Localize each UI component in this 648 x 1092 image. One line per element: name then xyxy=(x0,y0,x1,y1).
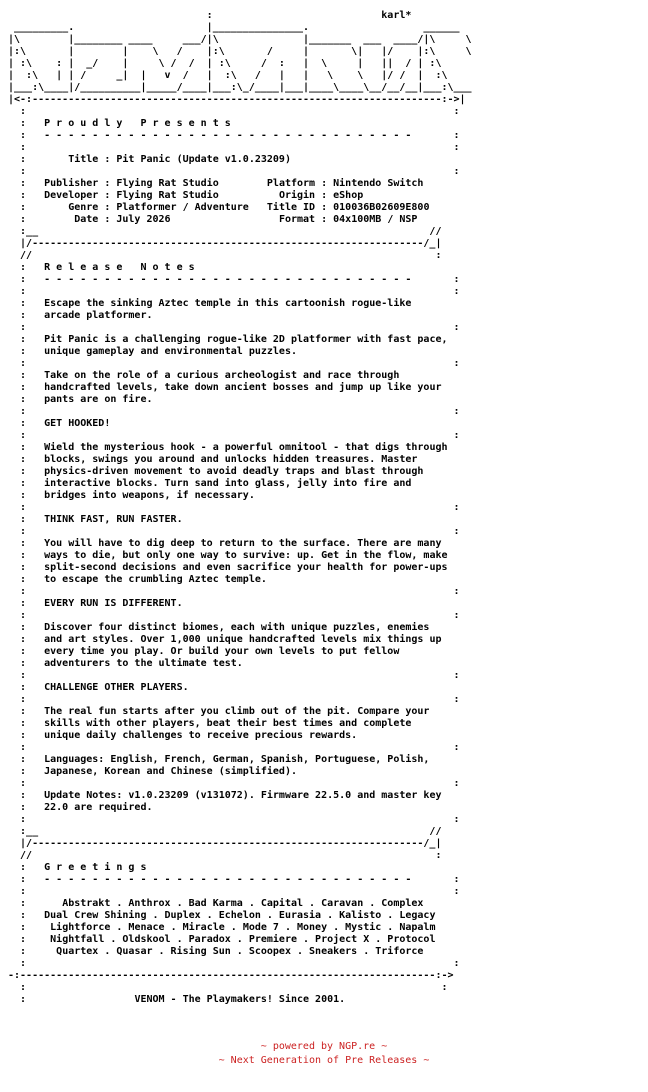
note-line: EVERY RUN IS DIFFERENT. xyxy=(44,598,183,609)
note-line: unique gameplay and environmental puzzles. xyxy=(44,346,297,357)
note-line: ways to die, but only one way to survive: up. Get in the flow, make xyxy=(44,550,448,561)
release-genre: Genre : Platformer / Adventure xyxy=(44,202,261,213)
greeting-line: Lightforce . Menace . Miracle . Mode 7 . Money . Mystic . Napalm xyxy=(50,922,436,933)
footer-powered-by: ~ powered by NGP.re ~ xyxy=(260,1041,388,1052)
group-tagline: VENOM - The Playmakers! Since 2001. xyxy=(134,994,346,1005)
note-line: Wield the mysterious hook - a powerful omnitool - that digs through xyxy=(44,442,448,453)
note-line: physics-driven movement to avoid deadly traps and blast through xyxy=(44,466,424,477)
release-format: Format : 04x100MB / NSP xyxy=(266,214,418,225)
note-line: arcade platformer. xyxy=(44,310,153,321)
note-line: skills with other players, beat their best times and complete xyxy=(44,718,412,729)
nfo-document: : karl* _________. |_______________. ______ |\ |________ ____ ___/|\ |_______ ___ ____/|\ \ |:\ | | \ / |:\ / | \| |/ |:\ \ | :\ : | _/ | \ / / | :\ / : | \ | || / | :\ | :\ | | / _| | v / | :\ / | | \ \ |/ / | :\ |___:\____|/__________|_____/____|___:\_/____|___|____\____\__/__/__|___:\___ |<-:--------------------------------------------------------------------:->| : : : P r o u d l y P r e s e n t s : - - - - - - - - - - - - - - - - - - - - - - - - - - - - - - - : : : : Title : Pit Panic (Update v1.0.23209) : : : Publisher : Flying Rat Studio Platform : Nintendo Switch : Developer : Flying Rat Studio Origin : eShop : Genre : Platformer / Adventure Title ID : 010036B02609E800 : Date : July 2026 Format : 04x100MB / NSP :__ // |/-----------------------------------------------------------------/_| // : : R e l e a s e N o t e s : - - - - - - - - - - - - - - - - - - - - - - - - - - - - - - - : : : : Escape the sinking Aztec temple in this cartoonish rogue-like : arcade platformer. : : : Pit Panic is a challenging rogue-like 2D platformer with fast pace, : unique gameplay and environmental puzzles. : : : Take on the role of a curious archeologist and race through : handcrafted levels, take down ancient bosses and jump up like your : pants are on fire. : : : GET HOOKED! : : : Wield the mysterious hook - a powerful omnitool - that digs through : blocks, swings you around and unlocks hidden treasures. Master : physics-driven movement to avoid deadly traps and blast through : interactive blocks. Turn sand into glass, jelly into fire and : bridges into weapons, if necessary. : : : THINK FAST, RUN FASTER. : : : You will have to dig deep to return to the surface. There are many : ways to die, but only one way to survive: up. Get in the flow, make : split-second decisions and even sacrifice your health for power-ups : to escape the crumbling Aztec temple. : : : EVERY RUN IS DIFFERENT. : : : Discover four distinct biomes, each with unique puzzles, enemies : and art styles. Over 1,000 unique handcrafted levels mix things up : every time you play. Or build your own levels to put fellow : adventurers to the ultimate test. : : : CHALLENGE OTHER PLAYERS. : : : The real fun starts after you climb out of the pit. Compare your : skills with other players, beat their best times and complete : unique daily challenges to receive precious rewards. : : : Languages: English, French, German, Spanish, Portuguese, Polish, : Japanese, Korean and Chinese (simplified). : : : Update Notes: v1.0.23209 (v131072). Firmware 22.5.0 and master key : 22.0 are required. : : :__ // |/-----------------------------------------------------------------/_| // : : G r e e t i n g s : - - - - - - - - - - - - - - - - - - - - - - - - - - - - - - - : : : : Abstrakt . Anthrox . Bad Karma . Capital . Caravan . Complex : Dual Crew Shining . Duplex . Echelon . Eurasia . Kalisto . Legacy : Lightforce . Menace . Miracle . Mode 7 . Money . Mystic . Napalm : Nightfall . Oldskool . Paradox . Premiere . Project X . Protocol : Quartex . Quasar . Rising Sun . Scoopex . Sneakers . Triforce : : -:---------------------------------------------------------------------:-> : : : VENOM - The Playmakers! Since 2001. xyxy=(8,10,640,1006)
note-line: pants are on fire. xyxy=(44,394,153,405)
note-line: handcrafted levels, take down ancient bosses and jump up like your xyxy=(44,382,442,393)
note-line: interactive blocks. Turn sand into glass, jelly into fire and xyxy=(44,478,412,489)
note-line: Languages: English, French, German, Spanish, Portuguese, Polish, xyxy=(44,754,430,765)
group-logo-art: _________. |_______________. ______ xyxy=(14,22,460,33)
note-line: GET HOOKED! xyxy=(44,418,111,429)
release-publisher: Publisher : Flying Rat Studio xyxy=(44,178,261,189)
group-logo-art: | :\ | | / _| | v / | :\ / | | \ \ |/ / | :\ xyxy=(8,70,448,81)
note-line: 22.0 are required. xyxy=(44,802,153,813)
footer xyxy=(0,1040,648,1068)
note-line: The real fun starts after you climb out of the pit. Compare your xyxy=(44,706,430,717)
greeting-line: Dual Crew Shining . Duplex . Echelon . Eurasia . Kalisto . Legacy xyxy=(44,910,436,921)
note-line: split-second decisions and even sacrifice your health for power-ups xyxy=(44,562,448,573)
group-logo-tag: : karl* xyxy=(206,10,412,21)
greeting-line: Abstrakt . Anthrox . Bad Karma . Capital . Caravan . Complex xyxy=(62,898,424,909)
release-developer: Developer : Flying Rat Studio xyxy=(44,190,261,201)
note-line: Escape the sinking Aztec temple in this cartoonish rogue-like xyxy=(44,298,412,309)
note-line: to escape the crumbling Aztec temple. xyxy=(44,574,267,585)
note-line: You will have to dig deep to return to the surface. There are many xyxy=(44,538,442,549)
group-logo-art: |\ |________ ____ ___/|\ |_______ ___ ____/|\ \ xyxy=(8,34,472,45)
section-heading-presents: P r o u d l y P r e s e n t s xyxy=(44,118,231,129)
note-line: and art styles. Over 1,000 unique handcrafted levels mix things up xyxy=(44,634,442,645)
group-logo-art: | :\ : | _/ | \ / / | :\ / : | \ | || / | :\ xyxy=(8,58,442,69)
note-line: Take on the role of a curious archeologist and race through xyxy=(44,370,400,381)
section-heading-release-notes: R e l e a s e N o t e s xyxy=(44,262,195,273)
release-title: Title : Pit Panic (Update v1.0.23209) xyxy=(62,154,291,165)
note-line: Japanese, Korean and Chinese (simplified). xyxy=(44,766,297,777)
greeting-line: Nightfall . Oldskool . Paradox . Premiere . Project X . Protocol xyxy=(50,934,436,945)
note-line: blocks, swings you around and unlocks hidden treasures. Master xyxy=(44,454,418,465)
note-line: every time you play. Or build your own levels to put fellow xyxy=(44,646,400,657)
note-line: CHALLENGE OTHER PLAYERS. xyxy=(44,682,189,693)
note-line: THINK FAST, RUN FASTER. xyxy=(44,514,183,525)
release-platform: Platform : Nintendo Switch xyxy=(266,178,424,189)
release-date: Date : July 2026 xyxy=(44,214,261,225)
group-logo-art: |<-:--------------------------------------------------------------------:->| xyxy=(8,94,466,105)
note-line: Pit Panic is a challenging rogue-like 2D platformer with fast pace, xyxy=(44,334,448,345)
group-logo-art: |___:\____|/__________|_____/____|___:\_/____|___|____\____\__/__/__|___:\___ xyxy=(8,82,472,93)
group-logo-art: |:\ | | \ / |:\ / | \| |/ |:\ \ xyxy=(8,46,472,57)
note-line: Update Notes: v1.0.23209 (v131072). Firmware 22.5.0 and master key xyxy=(44,790,442,801)
note-line: Discover four distinct biomes, each with unique puzzles, enemies xyxy=(44,622,430,633)
note-line: adventurers to the ultimate test. xyxy=(44,658,243,669)
release-origin: Origin : eShop xyxy=(266,190,364,201)
note-line: bridges into weapons, if necessary. xyxy=(44,490,255,501)
footer-tagline: ~ Next Generation of Pre Releases ~ xyxy=(218,1055,430,1066)
note-line: unique daily challenges to receive precious rewards. xyxy=(44,730,358,741)
greeting-line: Quartex . Quasar . Rising Sun . Scoopex . Sneakers . Triforce xyxy=(56,946,424,957)
release-title-id: Title ID : 010036B02609E800 xyxy=(266,202,430,213)
section-heading-greetings: G r e e t i n g s xyxy=(44,862,147,873)
